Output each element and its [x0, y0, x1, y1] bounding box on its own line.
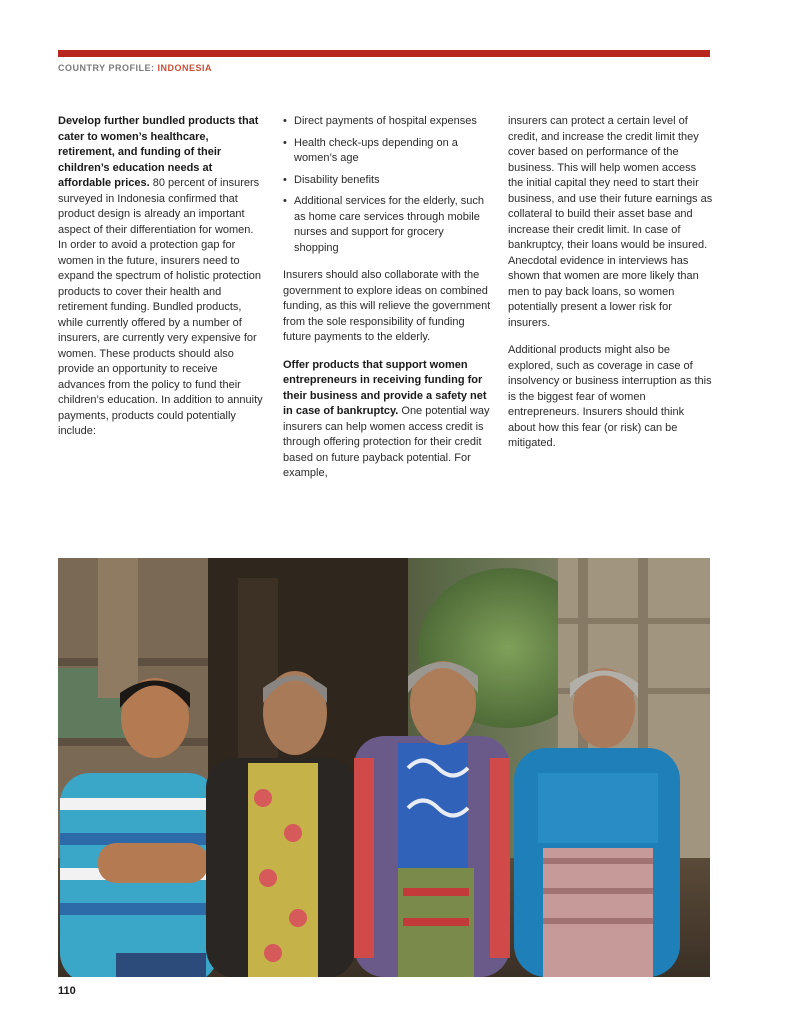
- body-bundled: 80 percent of insurers surveyed in Indonesia confirmed that product design is already an important aspect of their differentiation for women. In order to avoid a protection gap for women in the future, insurers need to expand the spectrum of holistic protection products to cover their health and retirement funding. Bundled products, while currently offered by a number of insurers, are currently very expensive for women. These products should also provide an opportunity to receive advances from the policy to fund their children’s education. In addition to annuity payments, products could potentially include:: [58, 177, 263, 437]
- lead-heading-entrepreneurs: Offer products that support women entrepreneurs in receiving funding for their business and provide a safety net in case of bankruptcy.: [283, 358, 487, 417]
- bullet-item: • Additional services for the elderly, such as home care services through mobile nurses and support for grocery shopping: [283, 194, 491, 256]
- lead-heading-bundled: Develop further bundled products that cater to women’s healthcare, retirement, and funding of their children’s education needs at affordable prices.: [58, 115, 259, 189]
- photo-women-and-boy: [58, 558, 710, 977]
- paragraph-government: Insurers should also collaborate with the government to explore ideas on combined funding, as this will relieve the government from the sole responsibility of funding future payments to the elderly.: [283, 269, 491, 343]
- paragraph-entrepreneurs: [283, 358, 491, 482]
- paragraph-credit: insurers can protect a certain level of credit, and increase the credit limit they cover based on performance of the business. This will help women access the initial capital they need to start their business, and use their future earnings as collateral to build their asset base and increase their credit limit. In case of bankruptcy, their loans would be insured. Anecdotal evidence in interviews has shown that women are more likely than men to pay back loans, so women potentially present a lower risk for insurers.: [508, 115, 713, 329]
- bullet-item: • Disability benefits: [283, 173, 491, 189]
- product-bullet-list: [283, 114, 491, 256]
- text-column-3: [508, 114, 713, 464]
- page-number: 110: [58, 985, 76, 997]
- text-column-1: [58, 114, 264, 452]
- section-label-prefix: COUNTRY PROFILE:: [58, 63, 158, 73]
- paragraph-bundled-products: [58, 114, 264, 440]
- paragraph-additional-products: Additional products might also be explored, such as coverage in case of insolvency or business interruption as this is the biggest fear of women entrepreneurs. Insurers should think about how this fear (or risk) can be mitigated.: [508, 344, 712, 449]
- text-column-2: [283, 114, 491, 494]
- section-label-country: INDONESIA: [157, 63, 213, 73]
- body-entrepreneurs: One potential way insurers can help women access credit is through offering protection for their credit based on future payback potential. For example,: [283, 405, 490, 479]
- header-accent-bar: [58, 50, 710, 57]
- bullet-item: • Direct payments of hospital expenses: [283, 114, 491, 130]
- bullet-item: • Health check-ups depending on a women’s age: [283, 136, 491, 167]
- section-label: [58, 63, 212, 73]
